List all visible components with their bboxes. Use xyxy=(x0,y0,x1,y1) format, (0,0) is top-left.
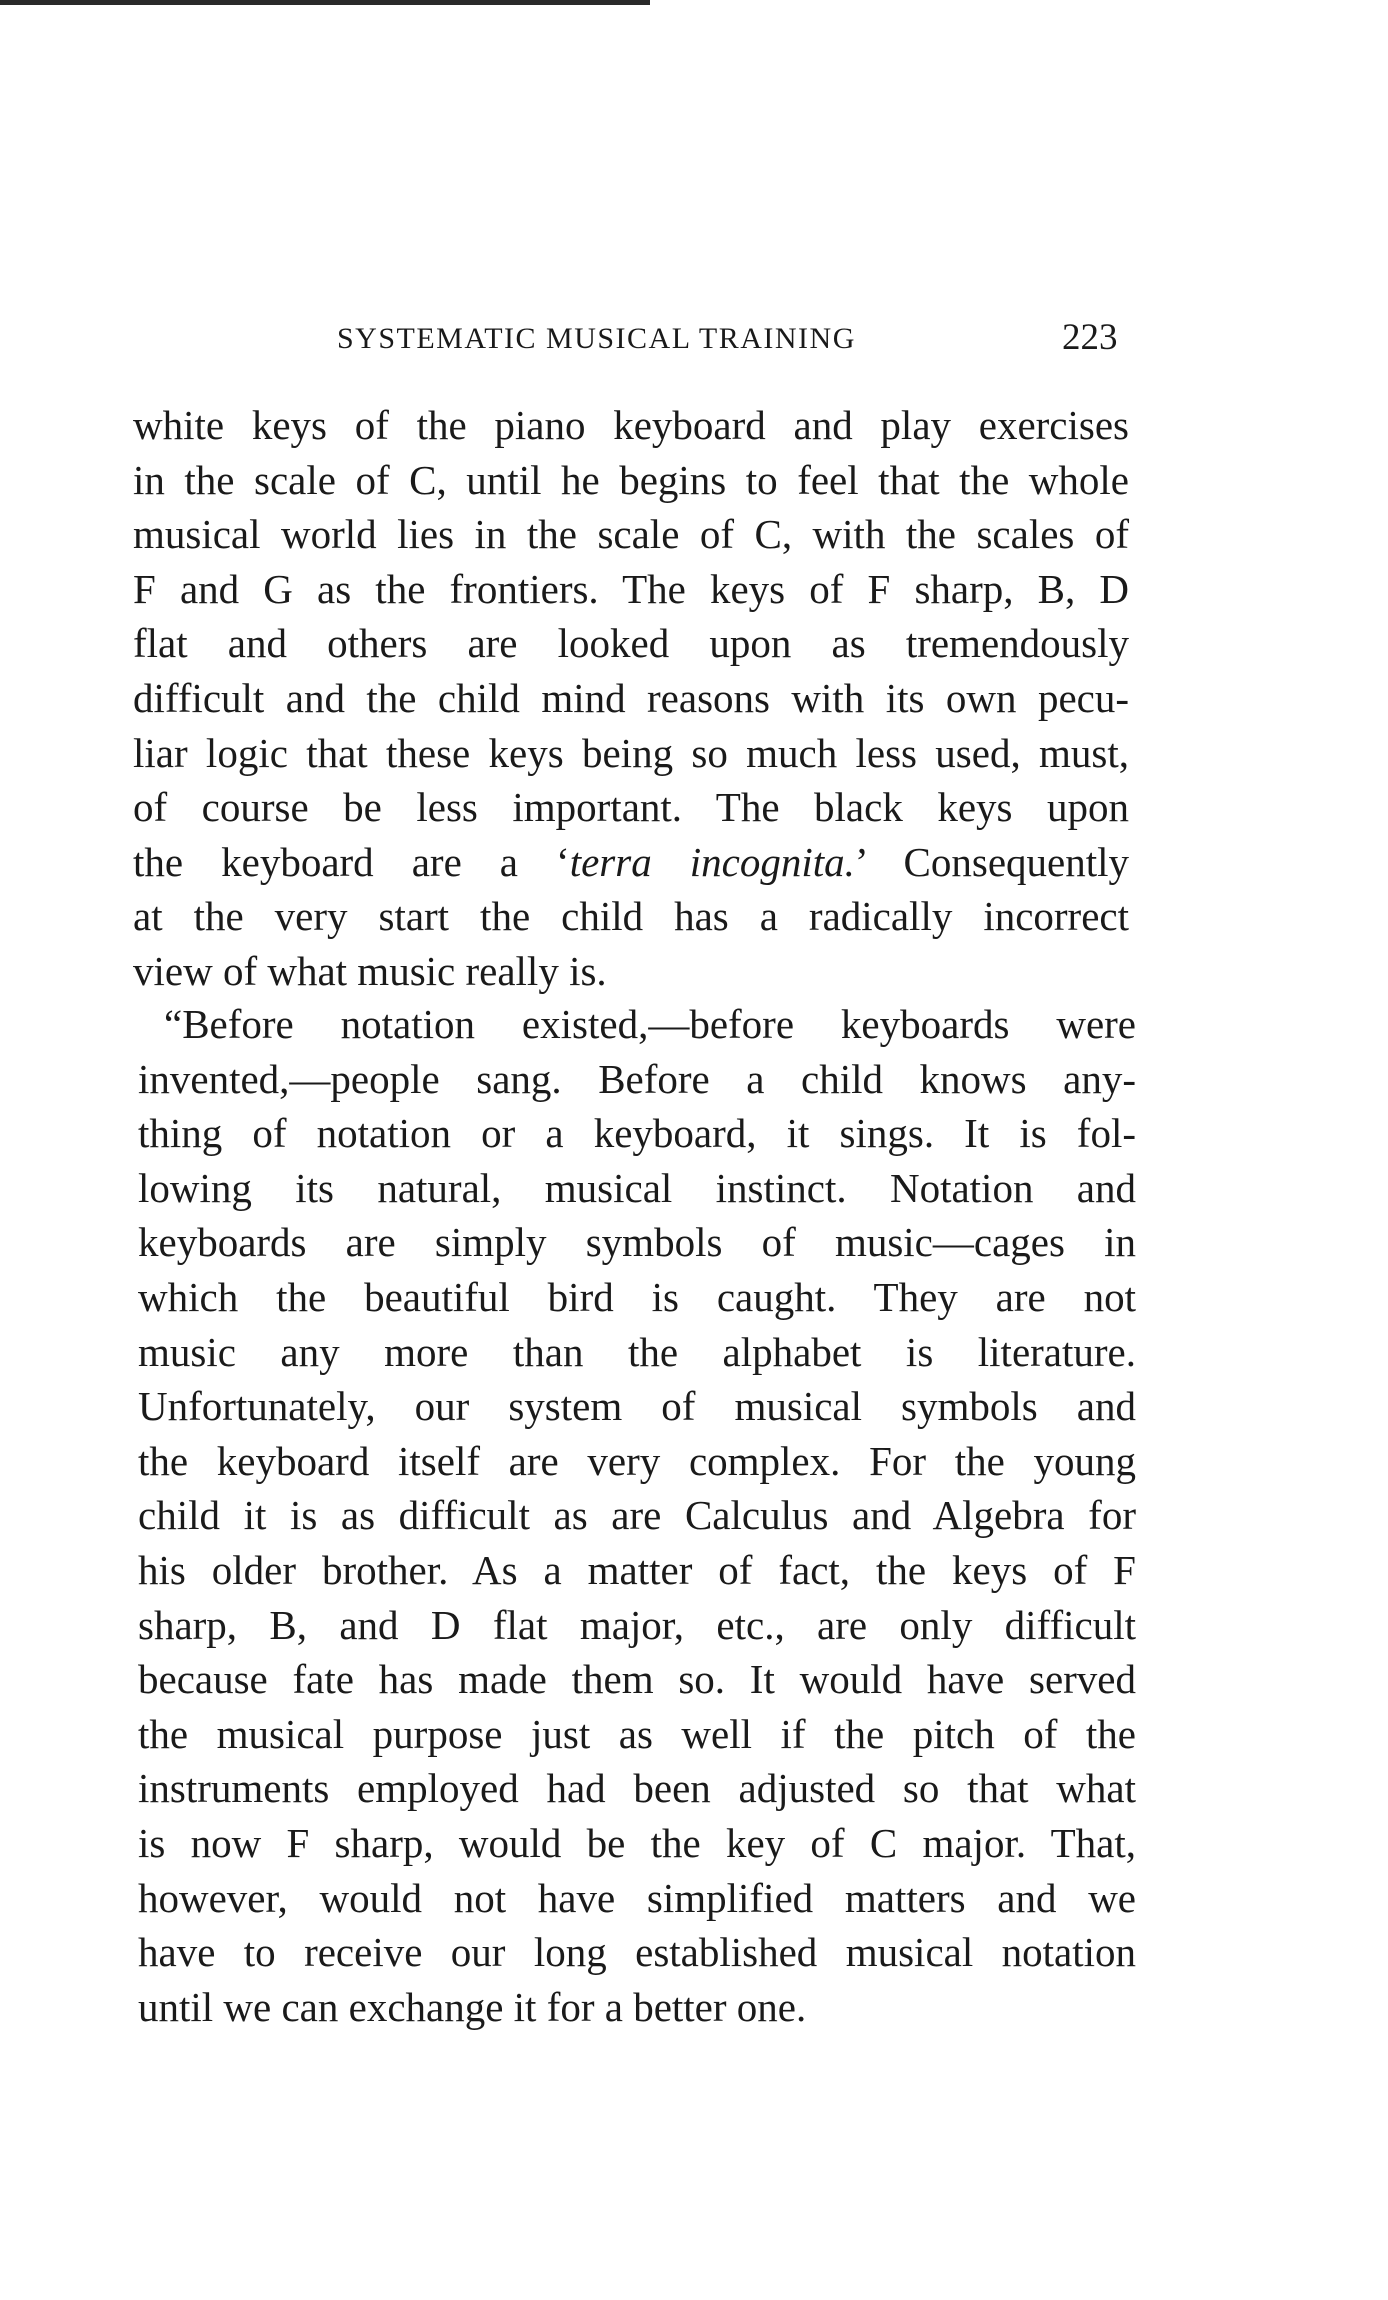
paragraph-1 xyxy=(133,398,1129,999)
text-line: liar logic that these keys being so much less used, must, xyxy=(133,729,1129,776)
text-line: music any more than the alphabet is literature. xyxy=(138,1328,1136,1375)
text-line: of course be less important. The black keys upon xyxy=(133,784,1129,831)
text-line xyxy=(133,835,1129,890)
text-line: his older brother. As a matter of fact, the keys of F xyxy=(138,1546,1136,1593)
paragraph-2 xyxy=(138,997,1136,2034)
text-line: until we can exchange it for a better one. xyxy=(138,1983,807,2030)
text-line: child it is as difficult as are Calculus and Algebra for xyxy=(138,1492,1136,1539)
text-line: flat and others are looked upon as tremendously xyxy=(133,620,1129,667)
text-line: instruments employed had been adjusted so that what xyxy=(138,1765,1136,1812)
running-head: SYSTEMATIC MUSICAL TRAINING xyxy=(337,322,856,355)
text-line: invented,—people sang. Before a child knows any- xyxy=(138,1055,1136,1102)
text-line: which the beautiful bird is caught. They are not xyxy=(138,1273,1136,1320)
text-line: the keyboard itself are very complex. For the young xyxy=(138,1437,1136,1484)
text-line: because fate has made them so. It would have served xyxy=(138,1656,1136,1703)
text-fragment: the keyboard are a ‘ xyxy=(133,838,570,885)
text-line: keyboards are simply symbols of music—cages in xyxy=(138,1219,1136,1266)
text-line: Unfortunately, our system of musical symbols and xyxy=(138,1383,1136,1430)
text-fragment: ’ Consequently xyxy=(854,838,1130,885)
text-line: sharp, B, and D flat major, etc., are only difficult xyxy=(138,1601,1136,1648)
text-line: the musical purpose just as well if the pitch of the xyxy=(138,1710,1136,1757)
page-number: 223 xyxy=(1062,317,1118,358)
text-line: white keys of the piano keyboard and play exercises xyxy=(133,402,1129,448)
italic-phrase: terra incognita. xyxy=(569,838,855,885)
text-line: however, would not have simplified matters and we xyxy=(138,1874,1136,1921)
text-line: at the very start the child has a radically incorrect xyxy=(133,893,1129,940)
text-line: “Before notation existed,—before keyboards were xyxy=(164,1001,1136,1047)
text-line: musical world lies in the scale of C, with the scales of xyxy=(133,511,1129,558)
text-line: thing of notation or a keyboard, it sings. It is fol- xyxy=(138,1110,1136,1157)
text-line: in the scale of C, until he begins to feel that the whole xyxy=(133,456,1129,503)
top-edge-rule xyxy=(0,0,650,5)
text-line: have to receive our long established musical notation xyxy=(138,1929,1136,1976)
page-header xyxy=(140,312,1140,362)
text-line: difficult and the child mind reasons with its own pecu- xyxy=(133,674,1129,721)
text-line: view of what music really is. xyxy=(133,947,607,994)
text-line: is now F sharp, would be the key of C major. That, xyxy=(138,1819,1136,1866)
text-line: F and G as the frontiers. The keys of F sharp, B, D xyxy=(133,565,1129,612)
text-line: lowing its natural, musical instinct. Notation and xyxy=(138,1164,1136,1211)
